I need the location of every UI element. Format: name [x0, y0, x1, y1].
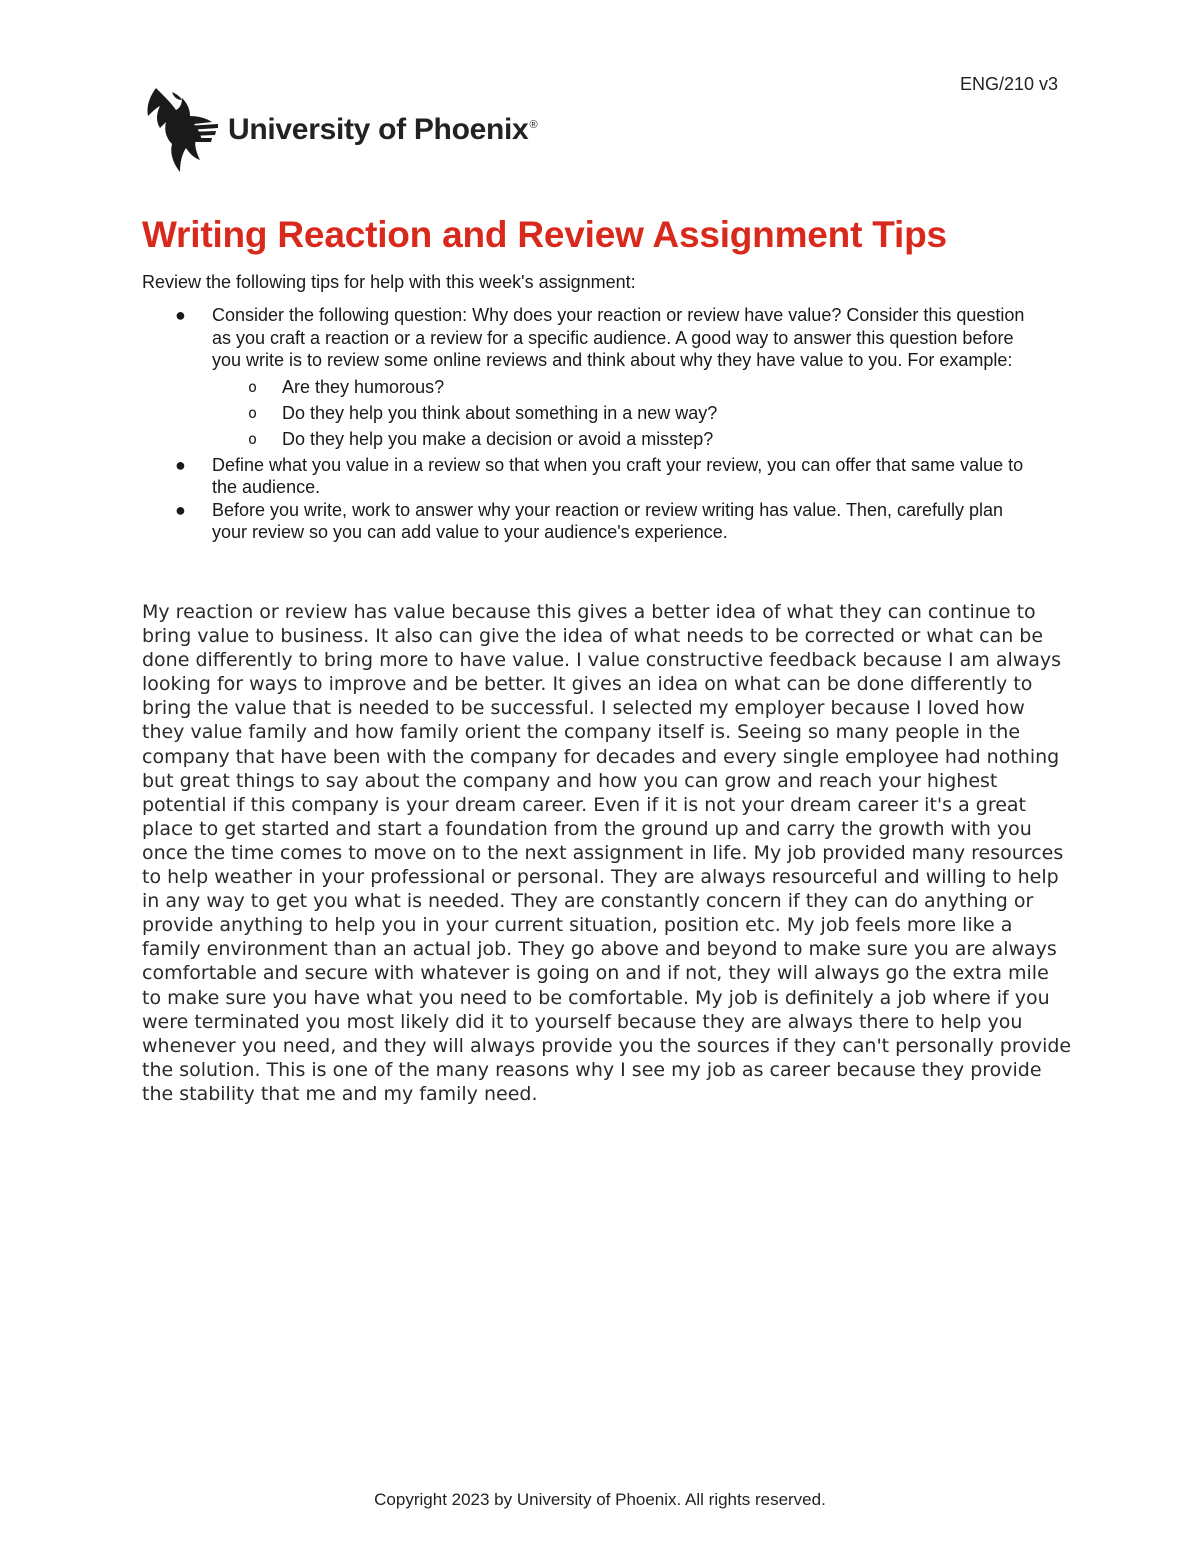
student-response: My reaction or review has value because this gives a better idea of what they can continue to bring value to business. It also can give the idea of what needs to be corrected or what can be done differently to bring more to have value. I value constructive feedback because I am always looking for ways to improve and be better. It gives an idea on what can be done differently to bring the value that is needed to be successful. I selected my employer because I loved how they value family and how family orient the company itself is. Seeing so many people in the company that have been with the company for decades and every single employee had nothing but great things to say about the company and how you can grow and reach your highest potential if this company is your dream career. Even if it is not your dream career it's a great place to get started and start a foundation from the ground up and carry the growth with you once the time comes to move on to the next assignment in life. My job provided many resources to help weather in your professional or personal. They are always resourceful and willing to help in any way to get you what is needed. They are constantly concern if they can do anything or provide anything to help you in your current situation, position etc. My job feels more like a family environment than an actual job. They go above and beyond to make sure you are always comfortable and secure with whatever is going on and if not, they will always go the extra mile to make sure you have what you need to be comfortable. My job is definitely a job where if you were terminated you most likely did it to yourself because they are always there to help you whenever you need, and they will always provide you the sources if they can't personally provide the solution. This is one of the many reasons why I see my job as career because they provide the stability that me and my family need. — [142, 601, 1072, 1105]
circle-o-bullet-icon: o — [248, 429, 258, 448]
list-item — [142, 454, 1042, 499]
tip-text: Define what you value in a review so that when you craft your review, you can offer that same value to the audience. — [212, 454, 1024, 497]
tip-text: Before you write, work to answer why your reaction or review writing has value. Then, carefully plan your review so you can add value to your audience's experience. — [212, 499, 1004, 542]
circle-o-bullet-icon: o — [248, 377, 258, 396]
page-title: Writing Reaction and Review Assignment Tips — [142, 214, 947, 255]
intro-text: Review the following tips for help with this week's assignment: — [142, 272, 636, 292]
tip-text: Consider the following question: Why does your reaction or review have value? Consider this question as you craft a reaction or a review for a specific audience. A good way to answer this question before you write is to review some online reviews and think about why they have value to you. For example: — [212, 305, 1025, 370]
copyright-footer: Copyright 2023 by University of Phoenix. All rights reserved. — [374, 1490, 826, 1509]
logo-wordmark: University of Phoenix® — [228, 113, 538, 146]
disc-bullet-icon: ● — [175, 454, 186, 475]
tips-list — [142, 304, 1042, 544]
sub-list — [212, 374, 1042, 452]
list-item — [142, 304, 1042, 452]
disc-bullet-icon: ● — [175, 499, 186, 520]
sub-list-item: o Do they help you make a decision or avoid a misstep? — [212, 426, 1042, 452]
circle-o-bullet-icon: o — [248, 403, 258, 422]
university-logo — [142, 84, 537, 176]
course-code: ENG/210 v3 — [959, 74, 1058, 94]
sub-list-item: o Are they humorous? — [212, 374, 1042, 400]
phoenix-bird-icon — [142, 84, 220, 176]
list-item — [142, 499, 1042, 544]
sub-list-item: o Do they help you think about something in a new way? — [212, 400, 1042, 426]
disc-bullet-icon: ● — [175, 305, 186, 325]
